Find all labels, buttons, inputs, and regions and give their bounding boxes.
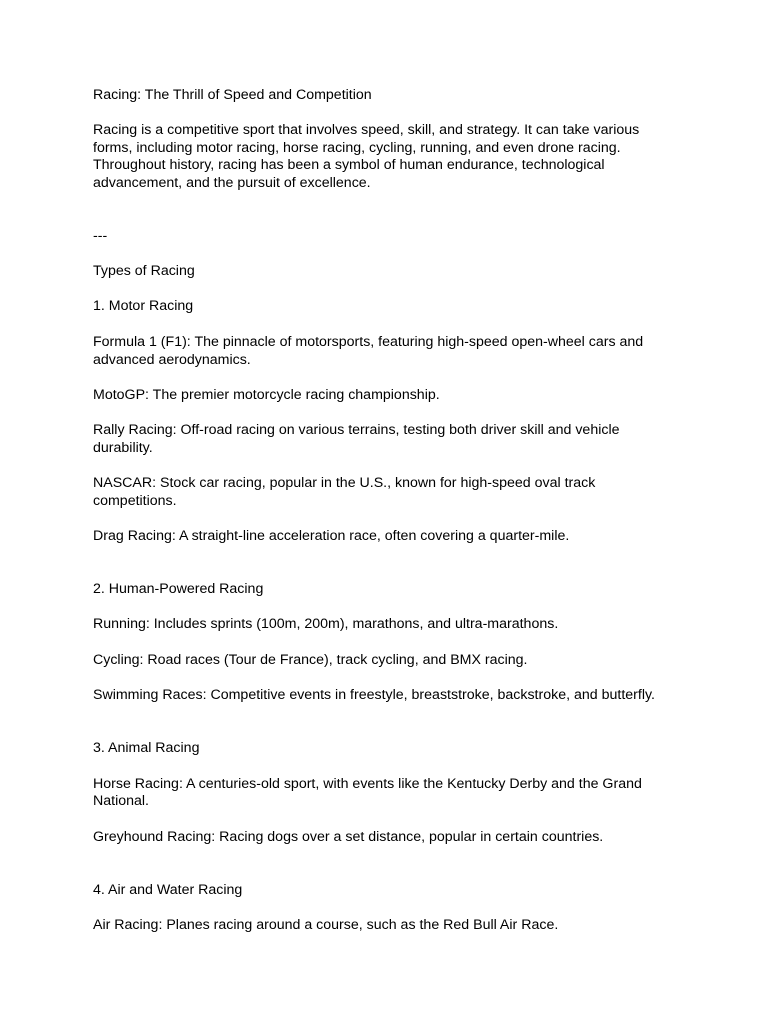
intro-line: advancement, and the pursuit of excellence. — [93, 175, 371, 191]
intro-line: Throughout history, racing has been a symbol of human endurance, technological — [93, 157, 605, 173]
human-racing-heading: 2. Human-Powered Racing — [93, 581, 264, 597]
greyhound-paragraph: Greyhound Racing: Racing dogs over a set distance, popular in certain countries. — [93, 829, 604, 845]
drag-paragraph: Drag Racing: A straight-line acceleration race, often covering a quarter-mile. — [93, 528, 570, 544]
f1-line: advanced aerodynamics. — [93, 351, 251, 368]
swimming-paragraph: Swimming Races: Competitive events in freestyle, breaststroke, backstroke, and butterfly. — [93, 687, 655, 703]
rally-line: durability. — [93, 440, 153, 456]
intro-line: forms, including motor racing, horse racing, cycling, running, and even drone racing. — [93, 139, 621, 156]
running-paragraph: Running: Includes sprints (100m, 200m), marathons, and ultra-marathons. — [93, 616, 559, 632]
f1-line: Formula 1 (F1): The pinnacle of motorsports, featuring high-speed open-wheel cars and — [93, 334, 644, 350]
intro-line: Racing is a competitive sport that involves speed, skill, and strategy. It can take various — [93, 122, 640, 138]
horse-line: National. — [93, 793, 149, 809]
nascar-line: competitions. — [93, 493, 177, 509]
rally-line: Rally Racing: Off-road racing on various terrains, testing both driver skill and vehicle — [93, 422, 620, 438]
air-racing-paragraph: Air Racing: Planes racing around a course, such as the Red Bull Air Race. — [93, 917, 559, 933]
horse-line: Horse Racing: A centuries-old sport, with events like the Kentucky Derby and the Grand — [93, 776, 642, 792]
document-title: Racing: The Thrill of Speed and Competition — [93, 87, 372, 103]
types-heading: Types of Racing — [93, 263, 195, 279]
cycling-paragraph: Cycling: Road races (Tour de France), track cycling, and BMX racing. — [93, 652, 528, 668]
separator: --- — [93, 228, 108, 244]
motor-racing-heading: 1. Motor Racing — [93, 298, 194, 314]
air-water-racing-heading: 4. Air and Water Racing — [93, 882, 243, 898]
nascar-line: NASCAR: Stock car racing, popular in the U.S., known for high-speed oval track — [93, 475, 596, 491]
motogp-paragraph: MotoGP: The premier motorcycle racing championship. — [93, 387, 440, 403]
animal-racing-heading: 3. Animal Racing — [93, 740, 200, 756]
